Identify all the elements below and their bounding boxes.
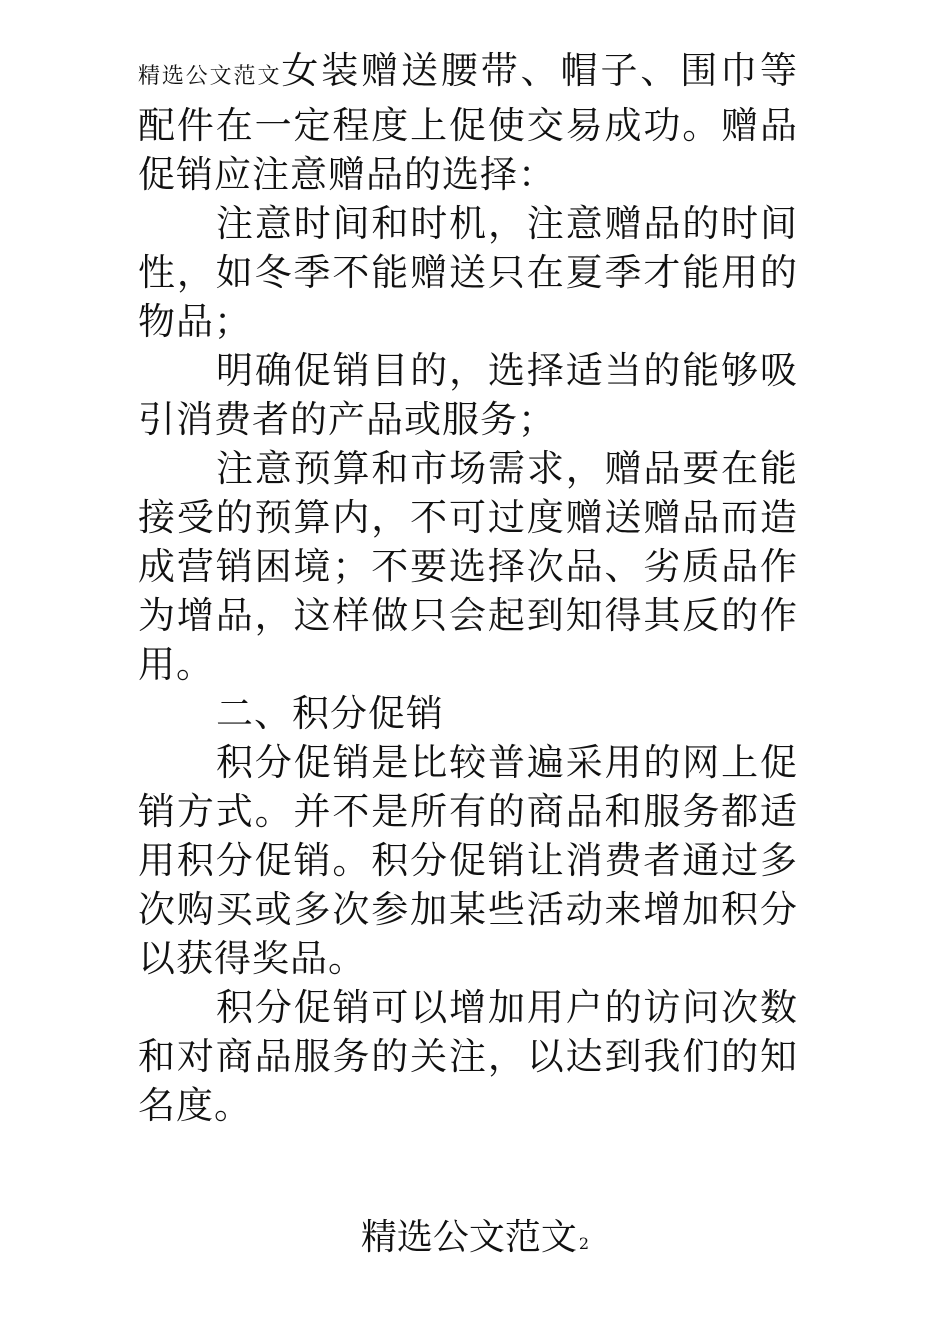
body-text xyxy=(138,46,798,1130)
paragraph-2: 注意时间和时机，注意赠品的时间性，如冬季不能赠送只在夏季才能用的物品； xyxy=(138,202,798,343)
paragraph-4: 注意预算和市场需求，赠品要在能接受的预算内，不可过度赠送赠品而造成营销困境；不要选择次品、劣质品作为增品，这样做只会起到知得其反的作用。 xyxy=(138,447,798,686)
paragraph-3: 明确促销目的，选择适当的能够吸引消费者的产品或服务； xyxy=(138,349,798,441)
page-footer xyxy=(0,1214,950,1268)
section-heading: 二、积分促销 xyxy=(216,692,444,735)
footer-label: 精选公文范文 xyxy=(360,1217,577,1258)
paragraph-1 xyxy=(138,46,798,199)
paragraph-6: 积分促销可以增加用户的访问次数和对商品服务的关注，以达到我们的知名度。 xyxy=(138,986,798,1127)
page-number: 2 xyxy=(578,1234,590,1253)
paragraph-5: 积分促销是比较普遍采用的网上促销方式。并不是所有的商品和服务都适用积分促销。积分促销让消费者通过多次购买或多次参加某些活动来增加积分以获得奖品。 xyxy=(138,741,798,980)
header-label: 精选公文范文 xyxy=(138,64,282,89)
paragraph-1-text: 女装赠送腰带、帽子、围巾等配件在一定程度上促使交易成功。赠品促销应注意赠品的选择： xyxy=(138,49,798,196)
